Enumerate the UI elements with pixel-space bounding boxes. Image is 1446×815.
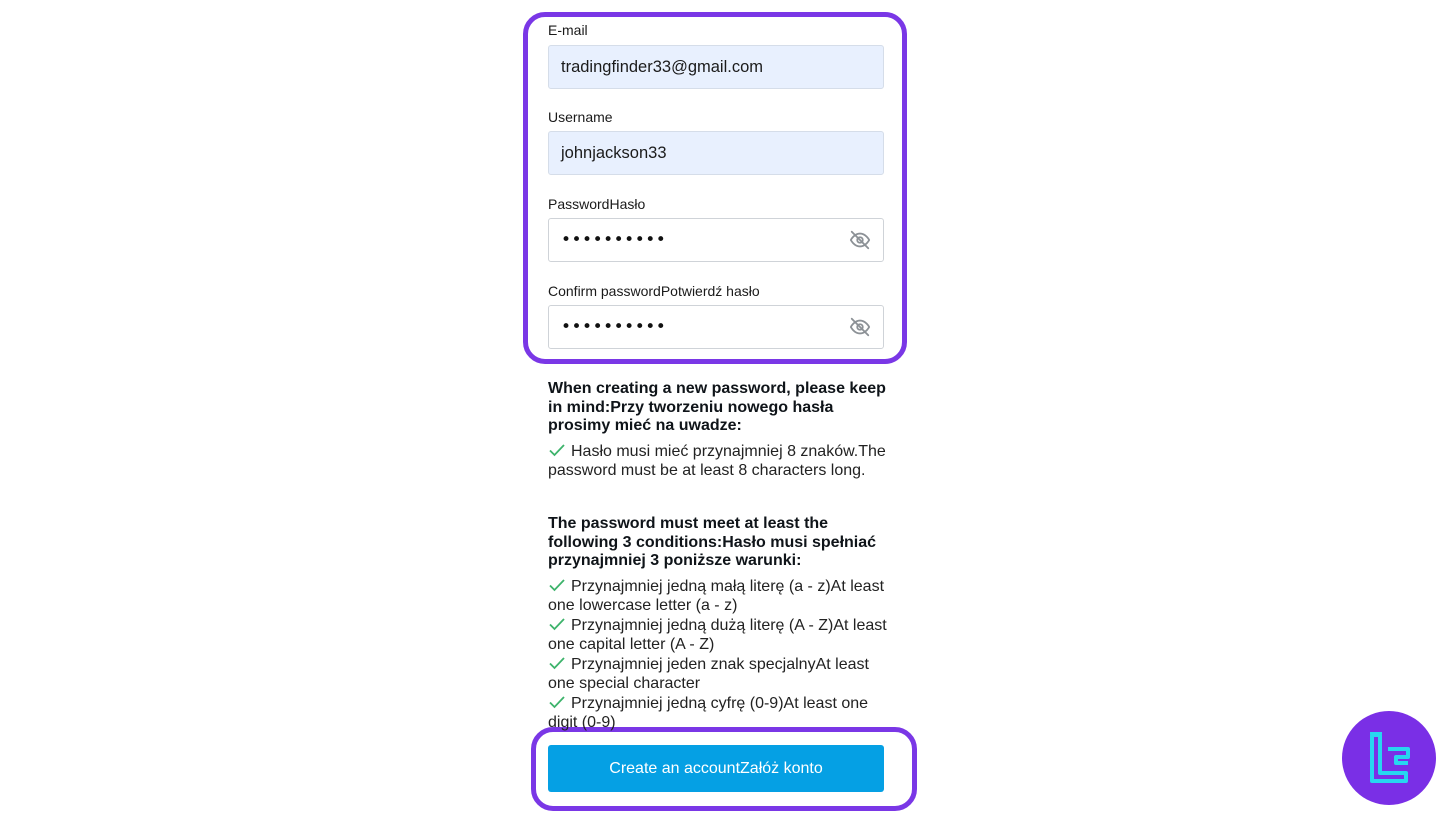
username-field[interactable] bbox=[548, 131, 884, 175]
confirm-password-field[interactable] bbox=[548, 305, 884, 349]
check-icon bbox=[548, 443, 566, 457]
password-conditions bbox=[548, 515, 888, 733]
rule-text: Przynajmniej jeden znak specjalnyAt least one special character bbox=[548, 655, 869, 692]
eye-off-icon[interactable] bbox=[849, 229, 871, 251]
confirm-password-label: Confirm passwordPotwierdź hasło bbox=[548, 283, 760, 299]
length-rule-heading: When creating a new password, please keep in mind:Przy tworzeniu nowego hasła prosimy mieć na uwadze: bbox=[548, 380, 886, 434]
brand-logo bbox=[1342, 711, 1436, 805]
password-label: PasswordHasło bbox=[548, 196, 646, 212]
password-value: •••••••••• bbox=[561, 230, 667, 250]
password-rules bbox=[548, 380, 888, 481]
username-label: Username bbox=[548, 109, 613, 125]
rule-text: Przynajmniej jedną małą literę (a - z)At least one lowercase letter (a - z) bbox=[548, 577, 885, 614]
create-account-button[interactable]: Create an accountZałóż konto bbox=[548, 745, 884, 792]
eye-off-icon[interactable] bbox=[849, 316, 871, 338]
rule-item bbox=[548, 442, 888, 481]
email-value: tradingfinder33@gmail.com bbox=[561, 57, 764, 76]
rule-text: Przynajmniej jedną dużą literę (A - Z)At least one capital letter (A - Z) bbox=[548, 616, 887, 653]
brand-logo-mark-icon bbox=[1342, 711, 1436, 805]
rule-item bbox=[548, 616, 888, 655]
username-value: johnjackson33 bbox=[561, 143, 667, 162]
email-field[interactable] bbox=[548, 45, 884, 89]
confirm-password-value: •••••••••• bbox=[561, 317, 667, 337]
email-label: E-mail bbox=[548, 22, 588, 38]
rule-item bbox=[548, 577, 888, 616]
check-icon bbox=[548, 617, 566, 631]
rule-text: Hasło musi mieć przynajmniej 8 znaków.The password must be at least 8 characters long. bbox=[548, 442, 886, 479]
rule-item bbox=[548, 694, 888, 733]
check-icon bbox=[548, 695, 566, 709]
rule-text: Przynajmniej jedną cyfrę (0-9)At least one digit (0-9) bbox=[548, 694, 869, 731]
check-icon bbox=[548, 578, 566, 592]
conditions-heading: The password must meet at least the following 3 conditions:Hasło musi spełniać przynajmniej 3 poniższe warunki: bbox=[548, 515, 877, 569]
rule-item bbox=[548, 655, 888, 694]
check-icon bbox=[548, 656, 566, 670]
password-field[interactable] bbox=[548, 218, 884, 262]
